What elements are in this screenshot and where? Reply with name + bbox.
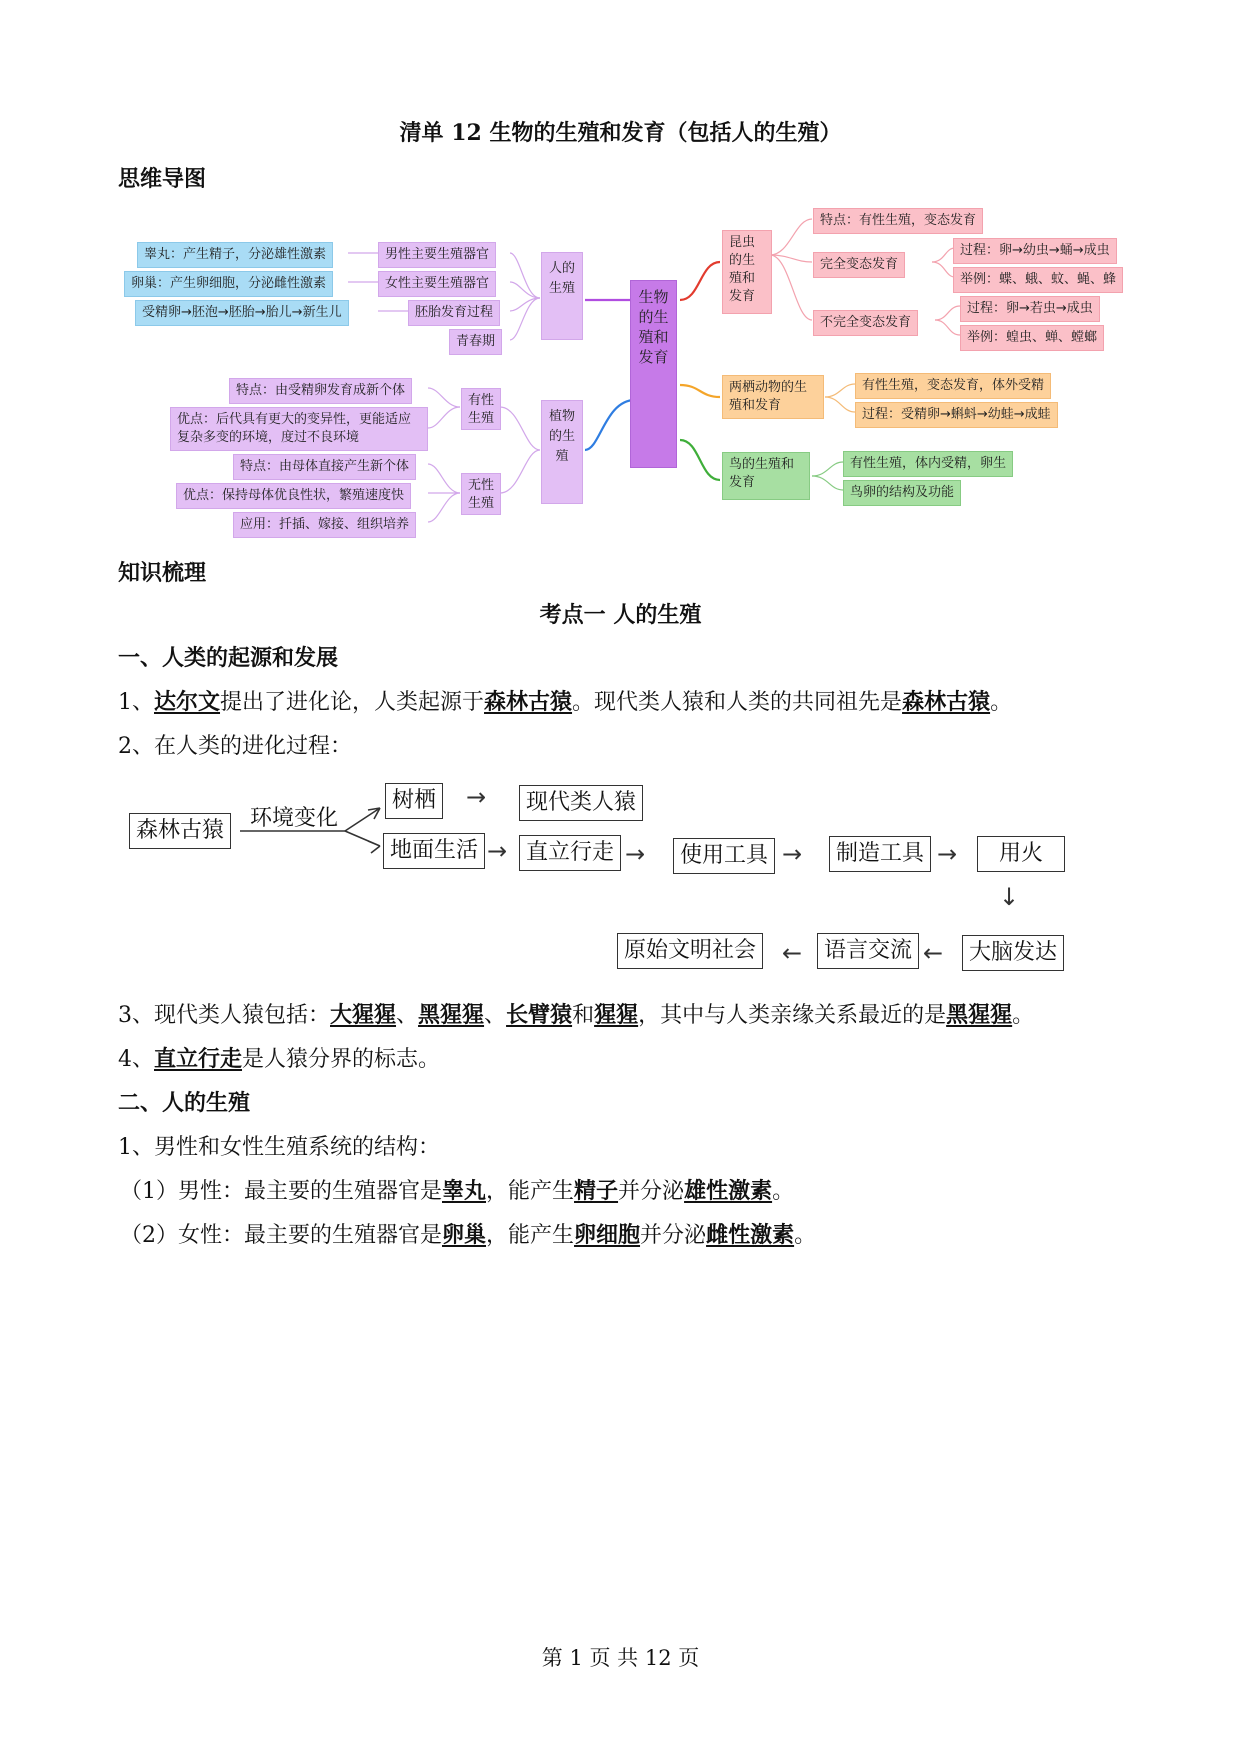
p1-ape-2: 森林古猿: [902, 689, 991, 715]
mindmap-bird-item-2: 鸟卵的结构及功能: [843, 480, 961, 506]
p1-num: 1、: [118, 690, 154, 715]
mindmap-insect-complete-example: 举例：蝶、蛾、蚊、蝇、蜂: [953, 267, 1123, 293]
p7-cell: 卵细胞: [574, 1222, 641, 1248]
p3-ape-gorilla: 大猩猩: [330, 1002, 397, 1028]
p3-ape-closest: 黑猩猩: [946, 1002, 1013, 1028]
mindmap-human-node: 人的生殖: [541, 252, 583, 340]
paragraph-2: 2、在人类的进化过程：: [118, 734, 352, 759]
topic-title: 考点一 人的生殖: [539, 602, 702, 628]
arrow-down-icon: ↓: [999, 883, 1020, 911]
p1-text-1: 提出了进化论，人类起源于: [220, 690, 485, 715]
mindmap-bird-item-1: 有性生殖，体内受精，卵生: [843, 451, 1013, 477]
part2-title: 二、人的生殖: [118, 1090, 251, 1116]
arrow-left-icon: ←: [782, 939, 803, 967]
p4-num: 4、: [118, 1047, 154, 1072]
p6-text-1: （1）男性：最主要的生殖器官是: [120, 1179, 442, 1204]
p3-sep-3: 和: [572, 1003, 595, 1028]
mindmap-human-puberty: 青春期: [449, 329, 502, 355]
mindmap-insect-incomplete: 不完全变态发育: [813, 310, 918, 336]
page-footer: 第 1 页 共 12 页: [541, 1646, 700, 1670]
arrow-right-icon: →: [625, 840, 646, 868]
evo-language: 语言交流: [817, 933, 919, 969]
paragraph-4: [118, 1042, 440, 1073]
p3-sep-1: 、: [396, 1003, 419, 1028]
p3-text-2: ，其中与人类亲缘关系最近的是: [638, 1003, 947, 1028]
arrow-right-icon: →: [782, 840, 803, 868]
p3-text-3: 。: [1012, 1003, 1035, 1028]
p7-text-2: ，能产生: [486, 1223, 575, 1248]
p3-ape-chimp: 黑猩猩: [418, 1002, 485, 1028]
p4-text: 是人猿分界的标志。: [242, 1047, 441, 1072]
evo-modern-ape: 现代类人猿: [519, 785, 643, 821]
evo-make-tools: 制造工具: [829, 836, 931, 872]
mindmap-insect-complete: 完全变态发育: [813, 252, 905, 278]
mindmap-plant-asexual: 无性生殖: [461, 473, 501, 515]
evo-ground-living: 地面生活: [383, 833, 485, 869]
p3-text-1: 3、现代类人猿包括：: [118, 1003, 330, 1028]
p1-text-2: 。现代类人猿和人类的共同祖先是: [572, 690, 903, 715]
paragraph-7: [120, 1218, 816, 1249]
p7-text-1: （2）女性：最主要的生殖器官是: [120, 1223, 442, 1248]
evo-use-tools: 使用工具: [673, 838, 775, 874]
evo-developed-brain: 大脑发达: [962, 935, 1064, 971]
p6-text-4: 。: [772, 1179, 795, 1204]
p7-organ: 卵巢: [442, 1222, 487, 1248]
p3-ape-gibbon: 长臂猿: [506, 1002, 573, 1028]
mindmap-human-female: 女性主要生殖器官: [378, 271, 496, 297]
mindmap-center-node: 生物的生殖和发育: [630, 280, 677, 468]
evo-upright-walking: 直立行走: [519, 835, 621, 871]
p1-ape-1: 森林古猿: [484, 689, 573, 715]
mindmap-plant-asexual-application: 应用：扦插、嫁接、组织培养: [233, 512, 416, 538]
arrow-left-icon: ←: [923, 939, 944, 967]
part1-title: 一、人类的起源和发展: [118, 645, 339, 671]
evo-environment-change: 环境变化: [250, 806, 339, 831]
p7-text-4: 。: [794, 1223, 817, 1248]
p6-text-2: ，能产生: [486, 1179, 575, 1204]
p3-ape-orangutan: 猩猩: [594, 1002, 639, 1028]
mindmap-insect-incomplete-example: 举例：蝗虫、蝉、螳螂: [960, 325, 1104, 351]
paragraph-6: [120, 1174, 794, 1205]
mindmap-plant-sexual-advantage: 优点：后代具有更大的变异性，更能适应复杂多变的环境，度过不良环境: [170, 407, 428, 451]
p6-text-3: 并分泌: [618, 1179, 685, 1204]
mindmap-plant-sexual: 有性生殖: [461, 388, 501, 430]
mindmap-amphibian-item-1: 有性生殖，变态发育，体外受精: [855, 373, 1051, 399]
mindmap-plant-asexual-trait: 特点：由母体直接产生新个体: [233, 454, 416, 480]
mindmap-plant-sexual-trait: 特点：由受精卵发育成新个体: [229, 378, 412, 404]
arrow-right-icon: →: [466, 783, 487, 811]
evo-forest-ape: 森林古猿: [129, 813, 231, 849]
p6-cell: 精子: [574, 1178, 619, 1204]
mindmap-insect-incomplete-process: 过程：卵→若虫→成虫: [960, 296, 1100, 322]
evo-fire: 用火: [977, 836, 1065, 872]
paragraph-3: [118, 998, 1034, 1029]
p7-text-3: 并分泌: [640, 1223, 707, 1248]
evo-primitive-society: 原始文明社会: [617, 933, 763, 969]
mindmap-human-embryo-detail: 受精卵→胚泡→胚胎→胎儿→新生儿: [135, 300, 349, 326]
mindmap-plant-node: 植物的生殖: [541, 400, 583, 504]
mindmap-bird-node: 鸟的生殖和发育: [722, 452, 810, 500]
arrow-right-icon: →: [937, 840, 958, 868]
mindmap-insect-complete-process: 过程：卵→幼虫→蛹→成虫: [953, 238, 1117, 264]
mindmap-amphibian-item-2: 过程：受精卵→蝌蚪→幼蛙→成蛙: [855, 402, 1058, 428]
mindmap-human-embryo: 胚胎发育过程: [408, 300, 500, 326]
mindmap-human-male: 男性主要生殖器官: [378, 242, 496, 268]
p6-hormone: 雄性激素: [684, 1178, 773, 1204]
p3-sep-2: 、: [484, 1003, 507, 1028]
arrow-right-icon: →: [487, 837, 508, 865]
evo-tree-dwelling: 树栖: [385, 783, 443, 819]
p7-hormone: 雌性激素: [706, 1222, 795, 1248]
mindmap-insect-trait: 特点：有性生殖，变态发育: [813, 208, 983, 234]
document-title: 清单 12 生物的生殖和发育（包括人的生殖）: [399, 120, 842, 146]
mindmap-plant-asexual-advantage: 优点：保持母体优良性状，繁殖速度快: [176, 483, 411, 509]
p6-organ: 睾丸: [442, 1178, 487, 1204]
mindmap-insect-node: 昆虫的生殖和发育: [722, 230, 772, 314]
mindmap-amphibian-node: 两栖动物的生殖和发育: [722, 375, 824, 419]
mindmap-human-male-detail: 睾丸：产生精子，分泌雄性激素: [137, 242, 333, 268]
p4-key: 直立行走: [154, 1046, 243, 1072]
mindmap-human-female-detail: 卵巢：产生卵细胞，分泌雌性激素: [124, 271, 333, 297]
paragraph-5: 1、男性和女性生殖系统的结构：: [118, 1135, 440, 1160]
p1-darwin: 达尔文: [154, 689, 221, 715]
knowledge-heading: 知识梳理: [118, 560, 207, 586]
p1-text-3: 。: [990, 690, 1013, 715]
mindmap-heading: 思维导图: [118, 166, 207, 192]
